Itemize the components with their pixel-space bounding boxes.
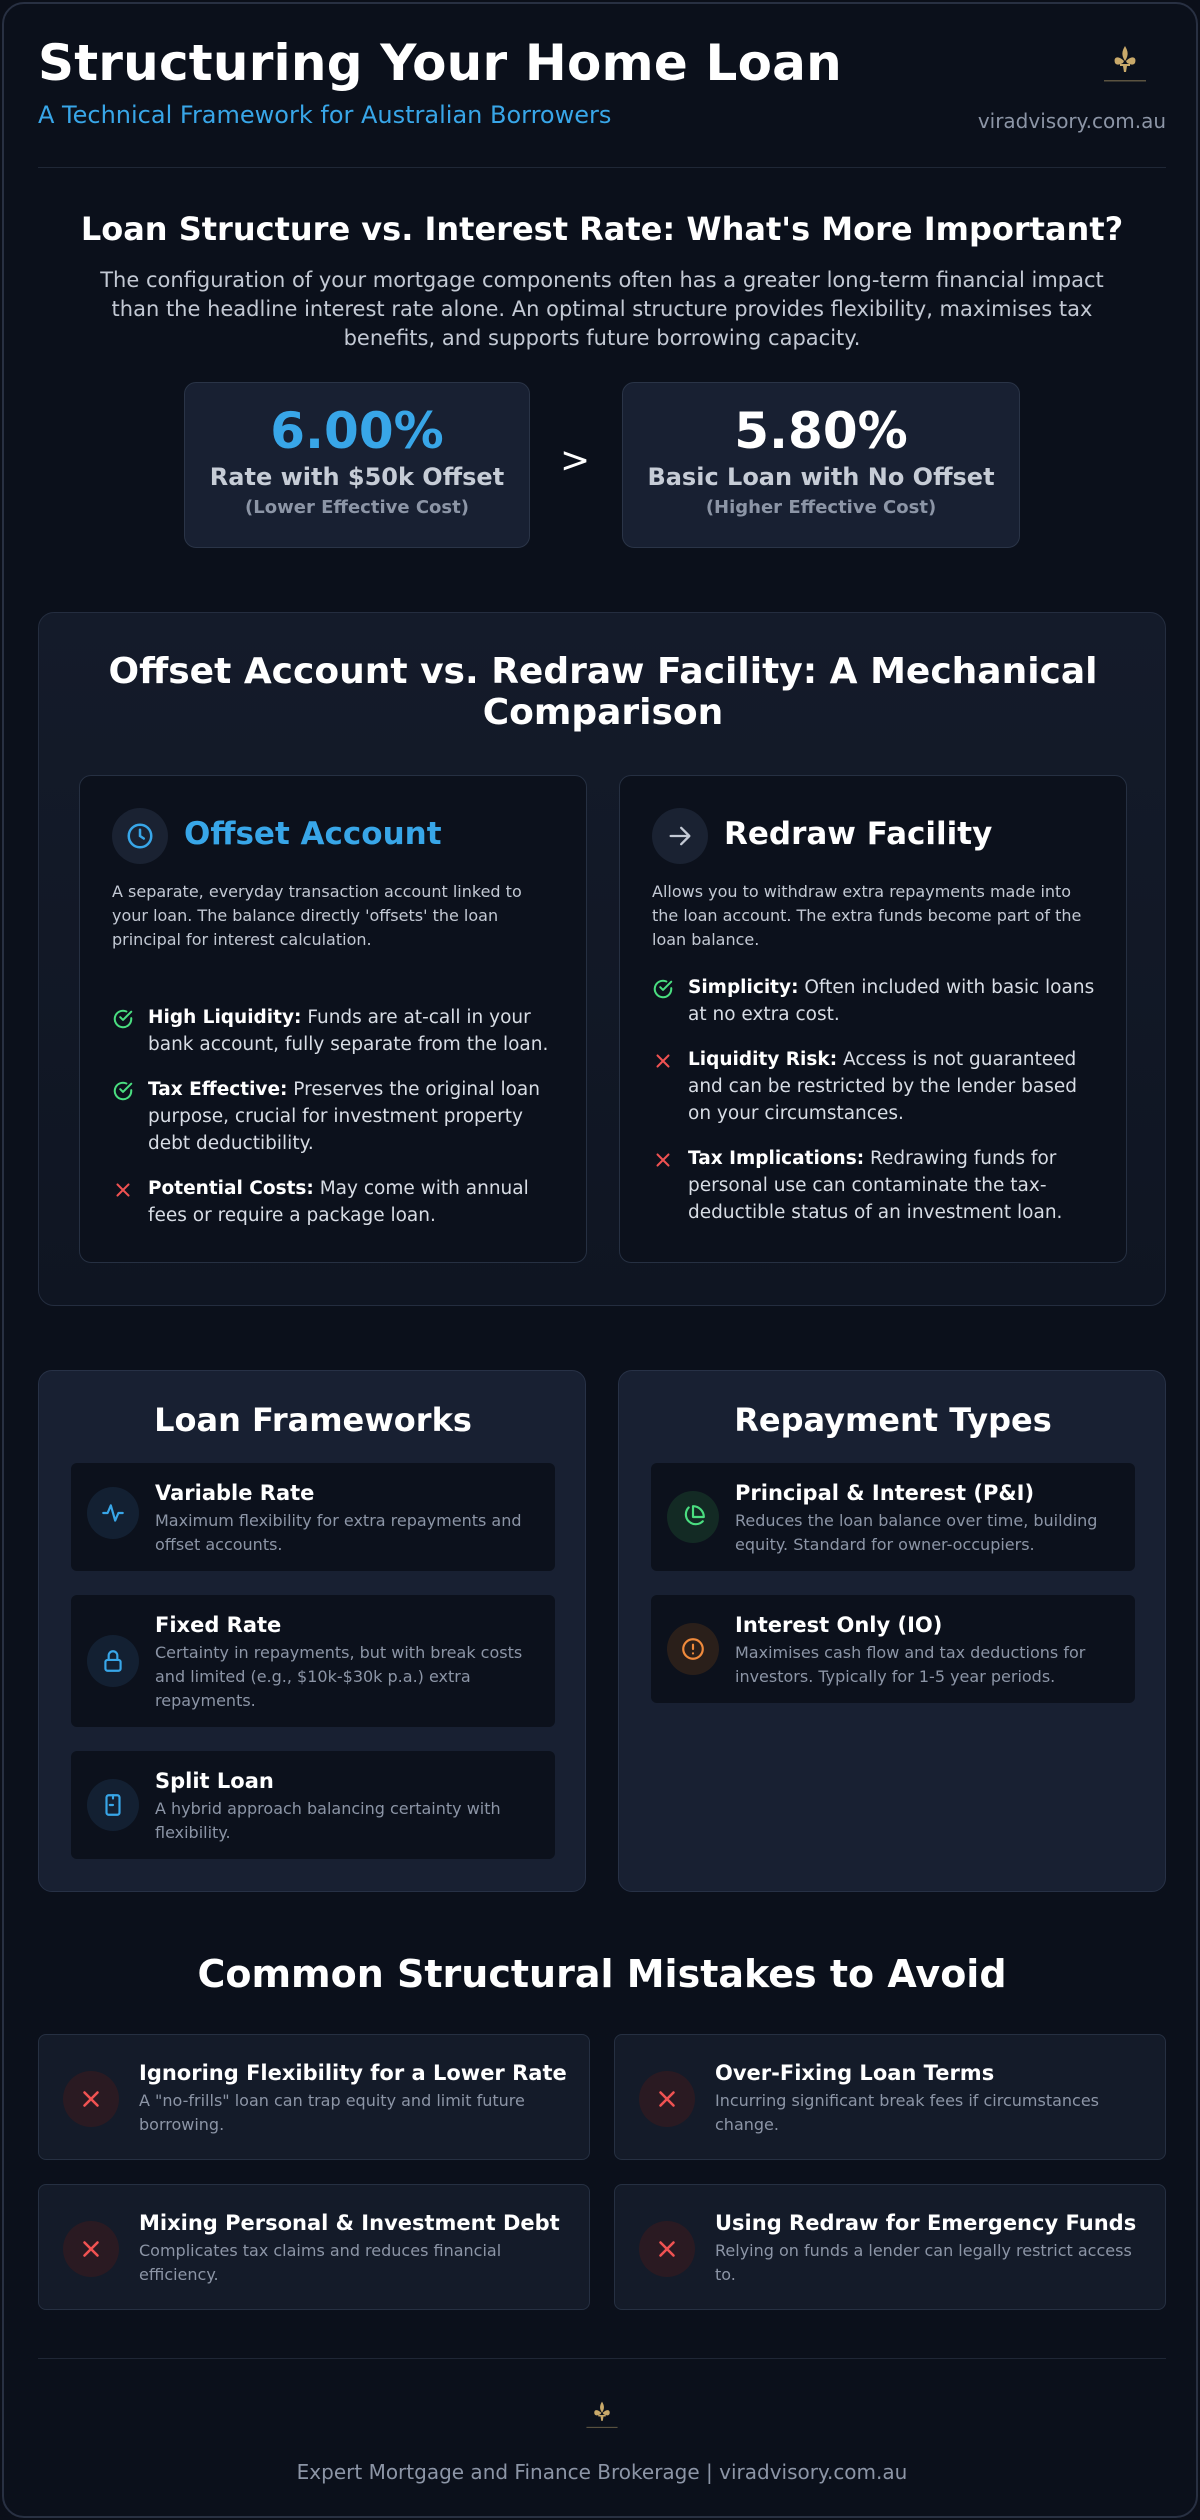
x-icon	[654, 2086, 680, 2112]
mistake-title: Over-Fixing Loan Terms	[715, 2061, 995, 2085]
loan-frameworks-panel	[38, 1370, 586, 1892]
framework-fixed-rate	[71, 1595, 555, 1727]
offset-icon-circle	[112, 808, 168, 864]
mistake-title: Mixing Personal & Investment Debt	[139, 2211, 560, 2235]
pie-chart-icon	[680, 1504, 706, 1530]
framework-split-loan	[71, 1751, 555, 1859]
redraw-icon-circle	[652, 808, 708, 864]
footer-divider	[38, 2358, 1166, 2359]
header	[38, 34, 1166, 168]
clock-icon	[125, 821, 155, 851]
point-text: Preserves the original loan purpose, crucial for investment property debt deductibility.	[148, 1079, 540, 1154]
point-text: Often included with basic loans at no extra cost.	[688, 977, 1095, 1025]
redraw-facility-description: Allows you to withdraw extra repayments made into the loan account. The extra funds become part of the loan balance.	[652, 882, 1082, 949]
mistake-title: Using Redraw for Emergency Funds	[715, 2211, 1137, 2235]
check-circle-icon	[112, 1080, 134, 1102]
mistakes-title: Common Structural Mistakes to Avoid	[197, 1952, 1007, 1996]
repayment-io	[651, 1595, 1135, 1703]
item-title: Variable Rate	[155, 1481, 315, 1505]
icon-circle	[63, 2071, 119, 2127]
list-item	[652, 974, 1098, 1028]
x-icon	[78, 2086, 104, 2112]
x-icon	[652, 1149, 674, 1171]
page-title: Structuring Your Home Loan	[38, 34, 842, 92]
basic-rate-note: (Higher Effective Cost)	[705, 497, 937, 518]
site-url: viradvisory.com.au	[977, 109, 1166, 133]
icon-circle	[667, 1491, 719, 1543]
mistake-card	[614, 2034, 1166, 2160]
icon-circle	[639, 2221, 695, 2277]
offset-vs-redraw-section	[38, 612, 1166, 1306]
point-label: High Liquidity:	[148, 1007, 302, 1028]
item-title: Principal & Interest (P&I)	[735, 1481, 1035, 1505]
icon-circle	[667, 1623, 719, 1675]
repayment-pi	[651, 1463, 1135, 1571]
alert-circle-icon	[680, 1636, 706, 1662]
mistake-card	[38, 2184, 590, 2310]
mistake-card	[614, 2184, 1166, 2310]
offset-points	[112, 1004, 558, 1247]
check-circle-icon	[112, 1008, 134, 1030]
offset-account-description: A separate, everyday transaction account linked to your loan. The balance directly 'offsets' the loan principal for interest calculation.	[112, 882, 522, 949]
repayment-types-title: Repayment Types	[734, 1401, 1052, 1439]
list-item	[652, 1145, 1098, 1226]
list-item	[112, 1004, 558, 1058]
point-label: Simplicity:	[688, 977, 799, 998]
check-circle-icon	[652, 978, 674, 1000]
point-text: Redrawing funds for personal use can contaminate the tax-deductible status of an investment loan.	[688, 1148, 1063, 1223]
redraw-facility-card	[619, 775, 1127, 1263]
item-description: Maximum flexibility for extra repayments and offset accounts.	[155, 1511, 522, 1554]
point-text: May come with annual fees or require a package loan.	[148, 1178, 529, 1226]
basic-rate-card	[622, 382, 1020, 548]
offset-rate-value: 6.00%	[270, 402, 444, 460]
lock-icon	[100, 1648, 126, 1674]
point-text: Access is not guaranteed and can be restricted by the lender based on your circumstances.	[688, 1049, 1077, 1124]
item-description: A hybrid approach balancing certainty with flexibility.	[155, 1799, 501, 1842]
item-title: Fixed Rate	[155, 1613, 282, 1637]
fleur-de-lis-icon	[582, 2398, 622, 2432]
item-title: Split Loan	[155, 1769, 274, 1793]
icon-circle	[87, 1635, 139, 1687]
offset-rate-card	[184, 382, 530, 548]
mistake-description: Incurring significant break fees if circumstances change.	[715, 2091, 1100, 2134]
list-item	[112, 1175, 558, 1229]
item-description: Maximises cash flow and tax deductions for investors. Typically for 1-5 year periods.	[735, 1643, 1086, 1686]
framework-variable-rate	[71, 1463, 555, 1571]
fleur-de-lis-icon	[1098, 42, 1152, 86]
structure-vs-rate-description: The configuration of your mortgage components often has a greater long-term financial impact than the headline interest rate alone. An optimal structure provides flexibility, maximises tax benefits, and supports future borrowing capacity.	[100, 268, 1104, 350]
point-text: Funds are at-call in your bank account, fully separate from the loan.	[148, 1007, 549, 1055]
offset-account-title: Offset Account	[184, 816, 442, 852]
structure-vs-rate-title: Loan Structure vs. Interest Rate: What's More Important?	[80, 210, 1124, 248]
mistake-card	[38, 2034, 590, 2160]
x-icon	[652, 1050, 674, 1072]
offset-vs-redraw-title: Offset Account vs. Redraw Facility: A Mechanical Comparison	[108, 651, 1098, 733]
item-title: Interest Only (IO)	[735, 1613, 943, 1637]
point-label: Tax Effective:	[148, 1079, 288, 1100]
infographic-page	[2, 2, 1198, 2518]
page-subtitle: A Technical Framework for Australian Borrowers	[38, 101, 612, 129]
point-label: Tax Implications:	[688, 1148, 865, 1169]
mistake-description: A "no-frills" loan can trap equity and limit future borrowing.	[139, 2091, 525, 2134]
icon-circle	[63, 2221, 119, 2277]
offset-account-card	[79, 775, 587, 1263]
x-icon	[654, 2236, 680, 2262]
offset-rate-note: (Lower Effective Cost)	[245, 497, 469, 518]
item-description: Certainty in repayments, but with break costs and limited (e.g., $10k-$30k p.a.) extra repayments.	[155, 1643, 523, 1710]
basic-rate-value: 5.80%	[734, 402, 908, 460]
icon-circle	[639, 2071, 695, 2127]
greater-than-symbol: >	[560, 440, 591, 481]
mistake-description: Complicates tax claims and reduces financial efficiency.	[139, 2241, 502, 2284]
redraw-points	[652, 974, 1098, 1244]
offset-rate-label: Rate with $50k Offset	[209, 463, 505, 491]
list-item	[112, 1076, 558, 1157]
x-icon	[112, 1179, 134, 1201]
item-description: Reduces the loan balance over time, building equity. Standard for owner-occupiers.	[735, 1511, 1098, 1554]
arrow-right-icon	[666, 822, 694, 850]
icon-circle	[87, 1779, 139, 1831]
point-label: Liquidity Risk:	[688, 1049, 838, 1070]
redraw-facility-title: Redraw Facility	[724, 816, 993, 852]
split-document-icon	[100, 1792, 126, 1818]
basic-rate-label: Basic Loan with No Offset	[647, 463, 995, 491]
loan-frameworks-title: Loan Frameworks	[154, 1401, 472, 1439]
x-icon	[78, 2236, 104, 2262]
repayment-types-panel	[618, 1370, 1166, 1892]
activity-icon	[100, 1500, 126, 1526]
mistake-title: Ignoring Flexibility for a Lower Rate	[139, 2061, 567, 2085]
mistake-description: Relying on funds a lender can legally restrict access to.	[715, 2241, 1132, 2284]
footer-text: Expert Mortgage and Finance Brokerage | viradvisory.com.au	[296, 2460, 908, 2484]
icon-circle	[87, 1487, 139, 1539]
list-item	[652, 1046, 1098, 1127]
point-label: Potential Costs:	[148, 1178, 314, 1199]
